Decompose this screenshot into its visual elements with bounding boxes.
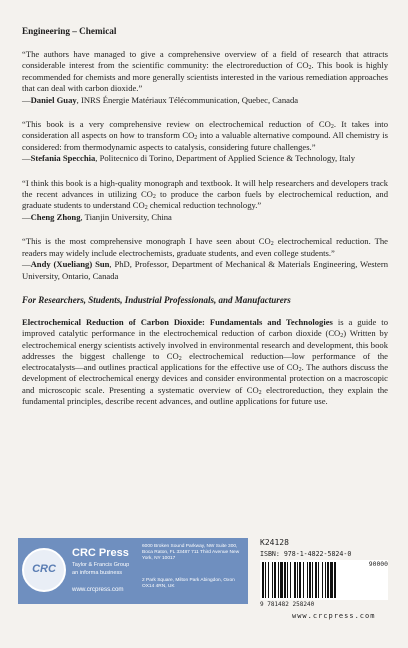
endorsement-quote: “This book is a very comprehensive review on electrochemical reduction of $CO_2$. It takes into consideration all aspects on how to transform $CO_2$ into a valuable alternative compound. All chemistry is considered: from thermodynamic aspects to catalysis, considering future challenges.” —Stefania Specchia, Politecnico di Torino, Department of Applied Science & Technology, Italy	[22, 119, 388, 164]
endorsement-quote: “I think this book is a high-quality monograph and textbook. It will help researchers and developers track the recent advances in utilizing $CO_2$ to produce the carbon fuels by electrochemical reduction, and graduate students to understand $CO_2$ chemical reduction technology.” —Cheng Zhong, Tianjin University, China	[22, 177, 388, 222]
publisher-name: CRC Press	[72, 547, 129, 559]
audience-line: For Researchers, Students, Industrial Professionals, and Manufacturers	[22, 294, 291, 305]
publisher-address-us: 6000 Broken Sound Parkway, NW Suite 300, Boca Raton, FL 33487 711 Third Avenue New York, NY 10017	[142, 544, 240, 561]
barcode-bar	[299, 562, 301, 598]
back-cover-text	[22, 26, 388, 407]
barcode-bar	[287, 562, 288, 598]
barcode-bar	[334, 562, 336, 598]
crc-logo-icon: CRC	[22, 548, 66, 592]
publisher-web: www.crcpress.com	[72, 586, 124, 593]
price-code: 90000	[368, 560, 388, 568]
footer-url: www.crcpress.com	[292, 612, 376, 620]
publisher-business: an informa business	[72, 570, 123, 576]
publisher-address-uk: 2 Park Square, Milton Park Abingdon, Oxon OX14 4RN, UK	[142, 578, 235, 589]
endorsement-quote: “The authors have managed to give a comprehensive overview of a field of research that attracts considerable interest from the scientific community: the electroreduction of $CO_2$. This book is highly recommended for chemists and more generally scientists interested in the various remediation approaches that can deal with carbon dioxide.” —Daniel Guay, INRS Énergie Matériaux Télécommunication, Quebec, Canada	[22, 49, 388, 105]
barcode-bar	[262, 562, 264, 598]
barcode-bar	[312, 562, 313, 598]
product-code: K24128	[260, 538, 289, 547]
quote-author: Cheng Zhong	[30, 211, 81, 222]
barcode-bar	[284, 562, 286, 598]
barcode-bar	[330, 562, 333, 598]
barcode-bar	[307, 562, 308, 598]
barcode-bar	[297, 562, 298, 598]
isbn-number: ISBN: 978-1-4822-5824-0	[260, 550, 352, 558]
quote-author: Stefania Specchia	[30, 153, 96, 164]
endorsement-quote: “This is the most comprehensive monograph I have seen about $CO_2$ electrochemical reduction. The readers may widely include electrochemists, graduate students, and even college students.” —Andy (Xueliang) Sun, PhD, Professor, Department of Mechanical & Materials Engineering, Western University, Ontario, Canada	[22, 236, 388, 281]
barcode-bar	[309, 562, 311, 598]
barcode-bar	[315, 562, 317, 598]
barcode-bar	[327, 562, 329, 598]
barcode-bar	[268, 562, 269, 598]
publisher-band	[18, 538, 248, 604]
barcode-bar	[325, 562, 326, 598]
barcode-bar	[290, 562, 291, 598]
book-description: Electrochemical Reduction of Carbon Dioxide: Fundamentals and Technologies is a guide to improved catalytic performance in the electrochemical reduction of carbon dioxide $(CO_2)$ Written by electrochemical energy scientists actively involved in environmental research and development, this book addresses the biggest challenge to $CO_2$ electrochemical reduction—low performance of the electrocatalysts—and outlines practical applications for the effective use of $CO_2$. The authors discuss the development of electrochemical energy devices and consider environmental protection on a macroscopic and microscopic scale. Presenting a systematic overview of $CO_2$ electroreduction, they explain the fundamental principles, describe recent advances, and outline applications for future use.	[22, 316, 389, 406]
barcode-bar	[278, 562, 279, 598]
barcode-bars	[260, 560, 360, 600]
barcode-bar	[274, 562, 276, 598]
barcode-number: 9 781482 258240	[260, 601, 315, 608]
barcode-bar	[318, 562, 319, 598]
barcode-bar	[322, 562, 323, 598]
category-heading: Engineering – Chemical	[22, 26, 117, 36]
isbn-block	[260, 538, 390, 608]
barcode-bar	[280, 562, 283, 598]
cover-footer	[0, 538, 408, 610]
barcode-bar	[265, 562, 266, 598]
quote-author: Daniel Guay	[30, 94, 77, 105]
book-title: Electrochemical Reduction of Carbon Dioxide: Fundamentals and Technologies	[22, 316, 333, 327]
barcode-bar	[303, 562, 304, 598]
barcode-bar	[272, 562, 273, 598]
publisher-group: Taylor & Francis Group	[72, 562, 130, 568]
barcode-bar	[294, 562, 296, 598]
quote-author: Andy (Xueliang) Sun	[30, 259, 110, 270]
